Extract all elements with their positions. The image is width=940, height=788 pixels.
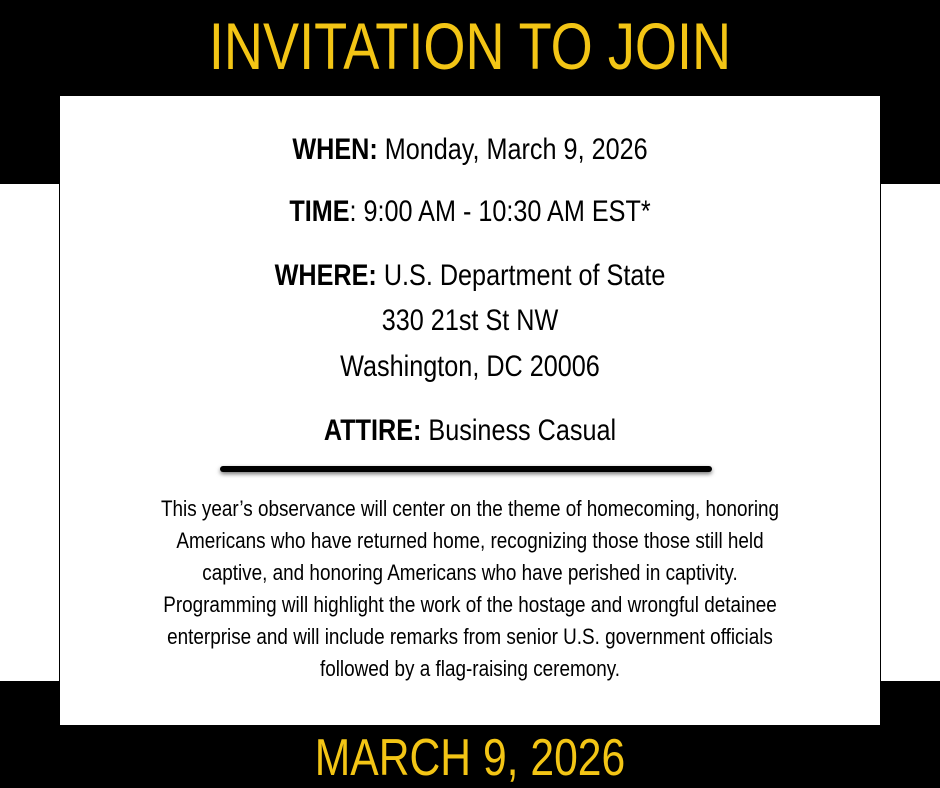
description-line: Programming will highlight the work of the hostage and wrongful detainee [163,592,777,617]
where-row [126,256,815,296]
time-value: : 9:00 AM - 10:30 AM EST* [349,195,651,228]
description-line: captive, and honoring Americans who have perished in captivity. [202,560,738,585]
address-line-2: Washington, DC 20006 [340,350,600,383]
when-label: WHEN: [292,133,378,166]
attire-value: Business Casual [428,414,617,447]
description-line: enterprise and will include remarks from senior U.S. government officials [167,624,773,649]
description-paragraph [142,493,797,685]
where-label: WHERE: [274,259,377,292]
footer-date: MARCH 9, 2026 [314,729,626,787]
invitation-card [59,95,881,726]
attire-row [126,411,815,451]
invitation-title: INVITATION TO JOIN [208,9,732,83]
description-line: This year’s observance will center on the theme of homecoming, honoring [160,496,780,521]
description-line: Americans who have returned home, recognizing those those still held [176,528,764,553]
when-row [126,130,815,170]
address-line-1: 330 21st St NW [381,304,559,337]
time-label: TIME [289,195,350,228]
when-value: Monday, March 9, 2026 [384,133,648,166]
section-divider [220,466,712,472]
attire-label: ATTIRE: [323,414,422,447]
where-value: U.S. Department of State [383,259,666,292]
time-row [126,192,815,232]
description-line: followed by a flag-raising ceremony. [319,656,621,681]
